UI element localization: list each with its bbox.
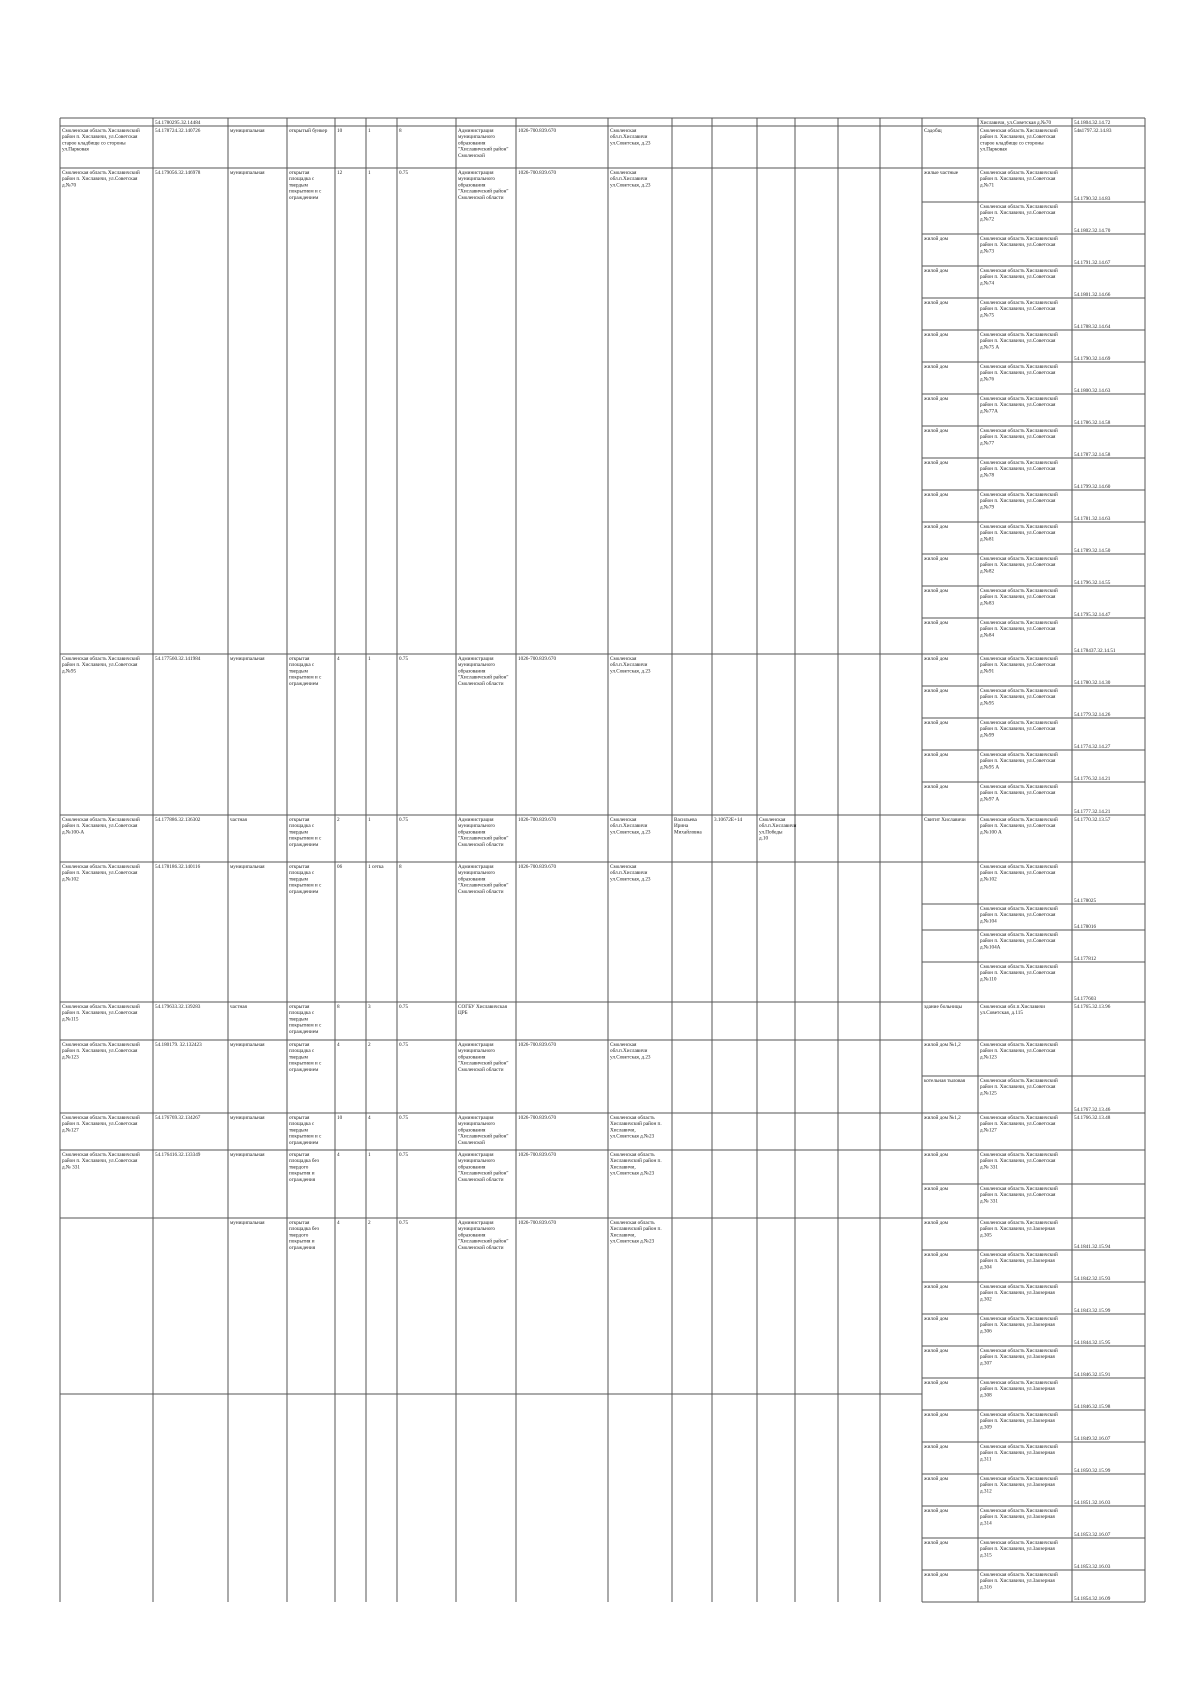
source-coords: 54.1781.32.14.63 [1074, 516, 1111, 522]
source-address: Смоленская область Хиславичский район п. Хиславичи, ул.Советская д.№110 [980, 964, 1058, 983]
cell-owner: Администрация муниципального образования "Хиславичский район" Смоленской [458, 1115, 509, 1146]
cell-src_coords: 54.1770.32.13.57 [1074, 817, 1111, 823]
source-coords: 54.1790.32.14.83 [1074, 196, 1111, 202]
cell-src_addr: Хиславичи, ул.Советская д.№70 [980, 120, 1052, 126]
source-type: жилой дом [924, 396, 949, 402]
cell-resp: Васильева Ирина Михайловна [674, 817, 702, 836]
cell-surface: открытая площадка с твердым покрытием и с ограждением [289, 864, 322, 895]
cell-area: 10 [337, 1115, 343, 1121]
cell-surface: открытая площадка с твердым покрытием и с ограждением [289, 170, 322, 201]
source-type: жилой дом [924, 1152, 949, 1158]
cell-owner_type: муниципальная [230, 170, 265, 176]
cell-coords: 54.1780295.32.14484 [155, 120, 201, 126]
source-coords: 54.1796.32.14.55 [1074, 580, 1111, 586]
cell-area: 06 [337, 864, 343, 870]
source-address: Смоленская область Хиславичский район п. Хиславичи, ул.Советская д.№76 [980, 364, 1058, 383]
source-coords: 54.1788.32.14.64 [1074, 324, 1111, 330]
source-coords: 54.1780.32.14.30 [1074, 680, 1111, 686]
source-address: Смоленская область Хиславичский район п. Хиславичи, ул.Советская д.№74 [980, 268, 1058, 287]
cell-coords: 54.177560.32.141984 [155, 656, 201, 662]
source-coords: 54.1789.32.14.50 [1074, 548, 1111, 554]
cell-coords: 54.176416.32.133349 [155, 1152, 201, 1158]
cell-owner_type: муниципальная [230, 656, 265, 662]
cell-volume: 0.75 [399, 1115, 409, 1121]
cell-count: 4 [368, 1115, 371, 1121]
cell-address: Смоленская область Хиславичский район п. Хиславичи, ул.Советская д.№95 [62, 656, 140, 675]
source-address: Смоленская область Хиславичский район п. Хиславичи, ул.Советская д.№102 [980, 864, 1058, 883]
cell-src_type: Садобщ [924, 128, 942, 134]
cell-ogrn: 1026-700.839.670 [518, 1220, 557, 1226]
source-address: Смоленская область Хиславичский район п. Хиславичи, ул.Советская д.№71 [980, 170, 1058, 189]
cell-volume: 0.75 [399, 1220, 409, 1226]
source-type: жилой дом [924, 620, 949, 626]
cell-address: Смоленская область Хиславичский район п. Хиславичи, ул.Советская д.№ 331 [62, 1152, 140, 1171]
source-address: Смоленская область Хиславичский район п. Хиславичи, ул.Советская д.№79 [980, 492, 1058, 511]
source-coords: 54.1774.32.14.27 [1074, 744, 1111, 750]
cell-ogrn: 1026-700.839.670 [518, 170, 557, 176]
source-address: Смоленская область Хиславичский район п. Хиславичи, ул.Советская д.№84 [980, 620, 1058, 639]
source-address: Смоленская область Хиславичский район п. Хиславичи, ул.Советская д.№95 [980, 688, 1058, 707]
source-coords: 54.1841.32.15.94 [1074, 1244, 1111, 1250]
cell-surface: открытая площадка без твердого покрытия и ограждения [289, 1152, 319, 1183]
cell-count: 1 [368, 128, 371, 134]
cell-ogrn: 1026-700.839.670 [518, 1152, 557, 1158]
source-address: Смоленская область Хиславичский район п. Хиславичи, ул.Советская д.№99 [980, 720, 1058, 739]
source-type: жилой дом [924, 364, 949, 370]
cell-surface: открытая площадка с твердым покрытием и с ограждением [289, 1115, 322, 1146]
source-address: Смоленская область Хиславичский район п. Хиславичи, ул.Заозерная д.314 [980, 1508, 1058, 1527]
source-coords: 54.178025 [1074, 898, 1097, 904]
source-coords: 54.177603 [1074, 996, 1097, 1002]
cell-volume: 0.75 [399, 1004, 409, 1010]
source-address: Смоленская область Хиславичский район п. Хиславичи, ул.Советская д.№75 [980, 300, 1058, 319]
cell-owner: СОГБУ Хиславичская ЦРБ [458, 1004, 507, 1017]
cell-volume: 8 [399, 128, 402, 134]
source-type: жилой дом [924, 1380, 949, 1386]
source-type: жилой дом [924, 1572, 949, 1578]
source-address: Смоленская область Хиславичский район п. Хиславичи, ул.Заозерная д.316 [980, 1572, 1058, 1591]
source-coords: 54.1853.32.16.07 [1074, 1532, 1111, 1538]
source-type: жилой дом [924, 492, 949, 498]
source-type: жилой дом [924, 588, 949, 594]
source-coords: 54.1790.32.14.69 [1074, 356, 1111, 362]
source-type: жилой дом [924, 688, 949, 694]
source-address: Смоленская область Хиславичский район п. Хиславичи, ул.Заозерная д.302 [980, 1284, 1058, 1303]
cell-owner_type: частная [230, 1004, 247, 1010]
cell-owner_addr: Смоленская обл.п.Хиславичи ул.Советская, д.23 [610, 817, 651, 836]
cell-coords: 54.179056.32.146978 [155, 170, 201, 176]
source-type: жилой дом [924, 1252, 949, 1258]
source-address: Смоленская область Хиславичский район п. Хиславичи, ул.Советская д.№77 [980, 428, 1058, 447]
cell-area: 2 [337, 817, 340, 823]
cell-c12: 3.10672Е+14 [714, 817, 743, 823]
source-type: жилой дом [924, 460, 949, 466]
source-coords: 54.1844.32.15.95 [1074, 1340, 1111, 1346]
cell-ogrn: 1026-700.839.670 [518, 128, 557, 134]
cell-volume: 0.75 [399, 1042, 409, 1048]
cell-owner_addr: Смоленская обл.п.Хиславичи ул.Советская, д.23 [610, 170, 651, 189]
cell-count: 1 [368, 817, 371, 823]
source-address: Смоленская область Хиславичский район п. Хиславичи, ул.Заозерная д.311 [980, 1444, 1058, 1463]
cell-count: 2 [368, 1042, 371, 1048]
source-address: Смоленская область Хиславичский район п. Хиславичи, ул.Советская д.№83 [980, 588, 1058, 607]
cell-count: 1 сетка [368, 864, 384, 870]
cell-owner: Администрация муниципального образования "Хиславичский район" Смоленской [458, 128, 509, 159]
cell-owner_type: муниципальная [230, 864, 265, 870]
source-type: жилой дом [924, 332, 949, 338]
source-type: жилой дом [924, 1444, 949, 1450]
cell-coords: 54.178724.32.140726 [155, 128, 201, 134]
source-address: Смоленская область Хиславичский район п. Хиславичи, ул.Заозерная д.309 [980, 1412, 1058, 1431]
cell-area: 8 [337, 1004, 340, 1010]
source-address: Смоленская область Хиславичский район п. Хиславичи, ул.Советская д.№104А [980, 932, 1058, 951]
cell-surface: открытая площадка с твердым покрытием и с ограждением [289, 817, 322, 848]
source-address: Смоленская область Хиславичский район п. Хиславичи, ул.Советская д.№81 [980, 524, 1058, 543]
source-coords: 54.1846.32.15.98 [1074, 1404, 1111, 1410]
cell-owner_type: муниципальная [230, 1220, 265, 1226]
source-coords: 54.177812 [1074, 956, 1097, 962]
source-address: Смоленская область Хиславичский район п. Хиславичи, ул.Заозерная д.312 [980, 1476, 1058, 1495]
source-type: жилой дом [924, 236, 949, 242]
cell-address: Смоленская область Хиславичский район п. Хиславичи, ул.Советская старое кладбище со стороны ул.Парковая [62, 128, 140, 153]
cell-surface: открытая площадка с твердым покрытием и с ограждением [289, 1042, 322, 1073]
cell-count: 1 [368, 656, 371, 662]
cell-src_coords: 54в1797.32.14.83 [1074, 128, 1112, 134]
source-address: Смоленская область Хиславичский район п. Хиславичи, ул.Советская д.№125 [980, 1078, 1058, 1097]
cell-area: 10 [337, 128, 343, 134]
source-coords: 54.1851.32.16.03 [1074, 1500, 1111, 1506]
source-type: жилой дом [924, 1284, 949, 1290]
source-type: жилой дом [924, 1508, 949, 1514]
cell-src_coords: 54.1804.32.14.72 [1074, 120, 1111, 126]
cell-surface: открытая площадка с твердым покрытием и с ограждением [289, 656, 322, 687]
source-coords: 54.1846.32.15.91 [1074, 1372, 1111, 1378]
cell-coords: 54.178186.32.140116 [155, 864, 201, 870]
cell-area: 4 [337, 1220, 340, 1226]
cell-src_addr: Смоленская область Хиславичский район п. Хиславичи, ул.Советская д.№127 [980, 1115, 1058, 1134]
cell-owner_addr: Смоленская обл.п.Хиславичи ул.Советская, д.23 [610, 128, 651, 147]
cell-surface: открытая площадка без твердого покрытия и ограждения [289, 1220, 319, 1251]
source-coords: 54.1854.32.16.09 [1074, 1596, 1111, 1602]
cell-src_type: Свитит Хиславичи [924, 817, 966, 823]
source-coords: 54.1791.32.14.67 [1074, 260, 1111, 266]
cell-owner_type: муниципальная [230, 1152, 265, 1158]
source-coords: 54.1843.32.15.99 [1074, 1308, 1111, 1314]
cell-area: 12 [337, 170, 343, 176]
cell-owner_addr: Смоленская обл.п.Хиславичи ул.Советская, д.23 [610, 1042, 651, 1061]
source-address: Смоленская область Хиславичский район п. Хиславичи, ул.Заозерная д.308 [980, 1380, 1058, 1399]
source-coords: 54.1777.32.14.21 [1074, 809, 1111, 815]
cell-src_type: жилой дом №1,2 [924, 1115, 961, 1121]
cell-owner_type: муниципальная [230, 1115, 265, 1121]
source-address: Смоленская область Хиславичский район п. Хиславичи, ул.Советская д.№123 [980, 1042, 1058, 1061]
table-cells [62, 120, 1116, 1602]
source-address: Смоленская область Хиславичский район п. Хиславичи, ул.Заозерная д.305 [980, 1220, 1058, 1239]
source-address: Смоленская область Хиславичский район п. Хиславичи, ул.Советская д.№95 А [980, 752, 1058, 771]
cell-count: 3 [368, 1004, 371, 1010]
cell-owner_addr: Смоленская область Хиславичский район п. Хиславичи, ул.Советская д.№23 [610, 1152, 662, 1177]
source-type: жилой дом [924, 1476, 949, 1482]
cell-area: 4 [337, 1042, 340, 1048]
source-coords: 54.1801.32.14.66 [1074, 292, 1111, 298]
cell-src_addr: Смоленская область Хиславичский район п. Хиславичи, ул.Советская д.№100 А [980, 817, 1058, 836]
source-coords: 54.1786.32.14.58 [1074, 420, 1111, 426]
cell-owner_addr: Смоленская обл.п.Хиславичи ул.Советская, д.23 [610, 656, 651, 675]
cell-count: 1 [368, 170, 371, 176]
source-coords: 54.1842.32.15.93 [1074, 1276, 1111, 1282]
source-coords: 54.1849.32.16.07 [1074, 1436, 1111, 1442]
source-address: Смоленская область Хиславичский район п. Хиславичи, ул.Советская д.№78 [980, 460, 1058, 479]
cell-owner: Администрация муниципального образования "Хиславичский район" Смоленской области [458, 170, 509, 201]
source-type: жилой дом [924, 1540, 949, 1546]
cell-address: Смоленская область Хиславичский район п. Хиславичи, ул.Советская д.№127 [62, 1115, 140, 1134]
source-type: жилой дом [924, 1316, 949, 1322]
cell-ogrn: 1026-700.839.670 [518, 1115, 557, 1121]
cell-coords: 54.179633.32.139283 [155, 1004, 201, 1010]
cell-address: Смоленская область Хиславичский район п. Хиславичи, ул.Советская д.№102 [62, 864, 140, 883]
source-type: жилой дом [924, 720, 949, 726]
cell-volume: 0.75 [399, 656, 409, 662]
source-coords: 54.1795.32.14.47 [1074, 612, 1111, 618]
source-type: жилой дом [924, 300, 949, 306]
source-type: жилой дом №1,2 [924, 1042, 961, 1048]
source-type: жилой дом [924, 1186, 949, 1192]
source-address: Смоленская область Хиславичский район п. Хиславичи, ул.Заозерная д.315 [980, 1540, 1058, 1559]
source-type: жилой дом [924, 556, 949, 562]
source-address: Смоленская область Хиславичский район п. Хиславичи, ул.Советская д.№104 [980, 906, 1058, 925]
source-address: Смоленская область Хиславичский район п. Хиславичи, ул.Советская д.№82 [980, 556, 1058, 575]
cell-address: Смоленская область Хиславичский район п. Хиславичи, ул.Советская д.№100-А [62, 817, 140, 836]
cell-owner_addr: Смоленская обл.п.Хиславичи ул.Советская, д.23 [610, 864, 651, 883]
source-address: Смоленская область Хиславичский район п. Хиславичи, ул.Заозерная д.307 [980, 1348, 1058, 1367]
source-type: жилой дом [924, 524, 949, 530]
cell-src_coords: 54.1765.32.13.96 [1074, 1004, 1111, 1010]
cell-ogrn: 1026-700.839.670 [518, 864, 557, 870]
source-type: жилой дом [924, 784, 949, 790]
cell-owner_type: частная [230, 817, 247, 823]
cell-c13: Смоленская обл.п.Хиславичи ул.Победы д.10 [759, 817, 797, 842]
source-address: Смоленская область Хиславичский район п. Хиславичи, ул.Заозерная д.306 [980, 1316, 1058, 1335]
source-address: Смоленская область Хиславичский район п. Хиславичи, ул.Советская д.№ 331 [980, 1152, 1058, 1171]
source-coords: 54.1799.32.14.60 [1074, 484, 1111, 490]
source-coords: 54.178437.32.14.51 [1074, 648, 1116, 654]
cell-count: 1 [368, 1152, 371, 1158]
cell-owner: Администрация муниципального образования "Хиславичский район" Смоленской области [458, 864, 509, 895]
source-address: Смоленская область Хиславичский район п. Хиславичи, ул.Советская д.№91 [980, 656, 1058, 675]
cell-address: Смоленская область Хиславичский район п. Хиславичи, ул.Советская д.№123 [62, 1042, 140, 1061]
cell-owner: Администрация муниципального образования "Хиславичский район" Смоленской области [458, 656, 509, 687]
source-address: Смоленская область Хиславичский район п. Хиславичи, ул.Советская д.№97 А [980, 784, 1058, 803]
source-coords: 54.1853.32.16.03 [1074, 1564, 1111, 1570]
cell-area: 4 [337, 1152, 340, 1158]
source-coords: 54.1802.32.14.70 [1074, 228, 1111, 234]
cell-coords: 54.180179. 32.132423 [155, 1042, 202, 1048]
cell-address: Смоленская область Хиславичский район п. Хиславичи, ул.Советская д.№70 [62, 170, 140, 189]
source-address: Смоленская область Хиславичский район п. Хиславичи, ул.Советская д.№73 [980, 236, 1058, 255]
source-address: Смоленская область Хиславичский район п. Хиславичи, ул.Советская д.№ 331 [980, 1186, 1058, 1205]
cell-volume: 8 [399, 864, 402, 870]
cell-count: 2 [368, 1220, 371, 1226]
cell-coords: 54.177886.32.136302 [155, 817, 201, 823]
cell-coords: 54.176769.32.134267 [155, 1115, 201, 1121]
cell-owner: Администрация муниципального образования "Хиславичский район" Смоленской области [458, 1220, 509, 1251]
source-type: жилой дом [924, 1220, 949, 1226]
cell-owner: Администрация муниципального образования "Хиславичский район" Смоленской области [458, 817, 509, 848]
source-type: жилой дом [924, 428, 949, 434]
source-coords: 54.178016 [1074, 924, 1097, 930]
source-type: жилой дом [924, 656, 949, 662]
source-type: жилой дом [924, 1412, 949, 1418]
source-type: жилые частные [924, 170, 959, 176]
source-coords: 54.1850.32.15.99 [1074, 1468, 1111, 1474]
cell-volume: 0.75 [399, 170, 409, 176]
source-address: Смоленская область Хиславичский район п. Хиславичи, ул.Заозерная д.304 [980, 1252, 1058, 1271]
source-address: Смоленская область Хиславичский район п. Хиславичи, ул.Советская д.№75 А [980, 332, 1058, 351]
cell-ogrn: 1026-700.839.670 [518, 656, 557, 662]
cell-surface: открытый бункер [289, 128, 328, 134]
source-type: жилой дом [924, 1348, 949, 1354]
source-coords: 54.1800.32.14.63 [1074, 388, 1111, 394]
source-coords: 54.1779.32.14.26 [1074, 712, 1111, 718]
source-address: Смоленская область Хиславичский район п. Хиславичи, ул.Советская д.№72 [980, 204, 1058, 223]
cell-ogrn: 1026-700.839.670 [518, 1042, 557, 1048]
cell-owner_type: муниципальная [230, 128, 265, 134]
source-type: жилой дом [924, 752, 949, 758]
cell-owner: Администрация муниципального образования "Хиславичский район" Смоленской области [458, 1042, 509, 1073]
cell-owner: Администрация муниципального образования "Хиславичский район" Смоленской области [458, 1152, 509, 1183]
cell-ogrn: 1026-700.839.670 [518, 817, 557, 823]
source-type: жилой дом [924, 268, 949, 274]
cell-owner_type: муниципальная [230, 1042, 265, 1048]
cell-src_coords: 54.1766.32.13.48 [1074, 1115, 1111, 1121]
cell-volume: 0.75 [399, 817, 409, 823]
cell-src_addr: Смоленская обл.п.Хиславичи ул.Советская, д.115 [980, 1004, 1046, 1017]
source-coords: 54.1767.32.13.46 [1074, 1107, 1111, 1113]
source-address: Смоленская область Хиславичский район п. Хиславичи, ул.Советская д.№77А [980, 396, 1058, 415]
source-coords: 54.1787.32.14.58 [1074, 452, 1111, 458]
cell-owner_addr: Смоленская область Хиславичский район п. Хиславичи, ул.Советская д.№23 [610, 1115, 662, 1140]
cell-surface: открытая площадка с твердым покрытием и с ограждением [289, 1004, 322, 1035]
cell-address: Смоленская область Хиславичский район п. Хиславичи, ул.Советская д.№115 [62, 1004, 140, 1023]
source-type: котельная тыловая [924, 1078, 966, 1084]
cell-volume: 0.75 [399, 1152, 409, 1158]
cell-owner_addr: Смоленская область Хиславичский район п. Хиславичи, ул.Советская д.№23 [610, 1220, 662, 1245]
source-coords: 54.1776.32.14.21 [1074, 776, 1111, 782]
cell-src_type: здание больницы [924, 1004, 962, 1010]
cell-area: 4 [337, 656, 340, 662]
cell-src_addr: Смоленская область Хиславичский район п. Хиславичи, ул.Советская старое кладбище со стороны ул.Парковая [980, 128, 1058, 153]
